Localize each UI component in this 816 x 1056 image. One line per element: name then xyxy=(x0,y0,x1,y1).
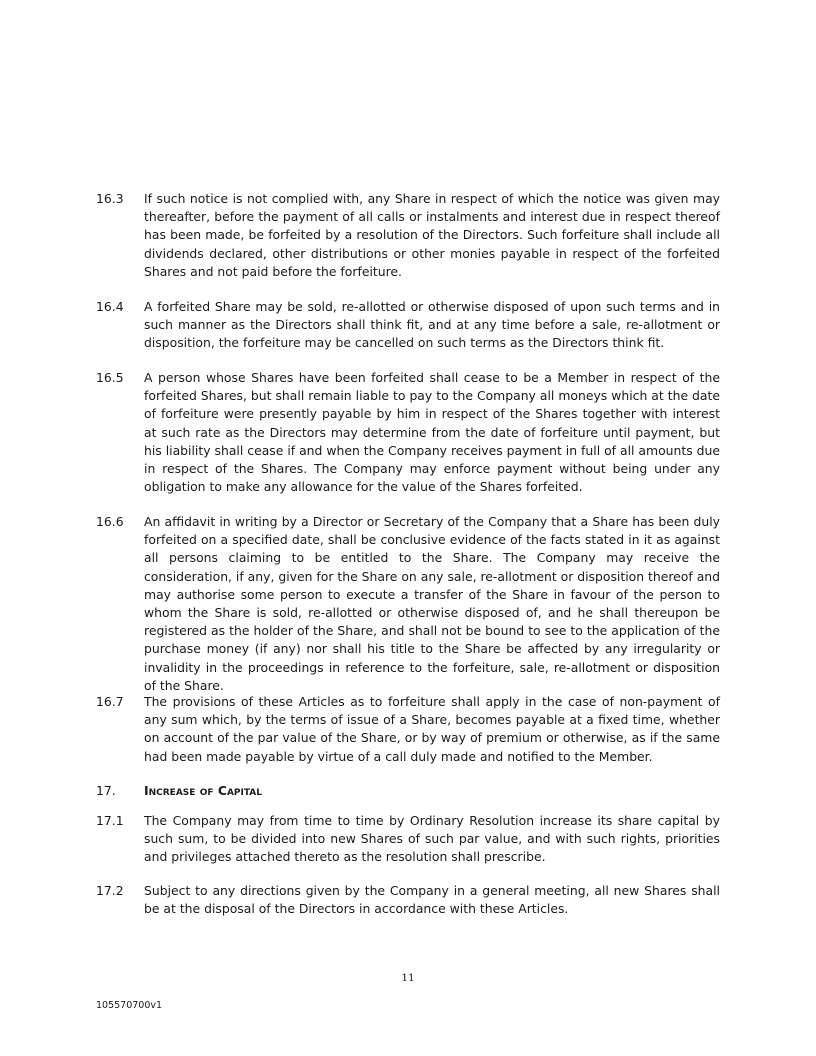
clause-number: 17.1 xyxy=(96,813,124,828)
clause-number: 16.3 xyxy=(96,191,124,206)
clause-text: A person whose Shares have been forfeited shall cease to be a Member in respect of the forfeited Shares, but shall remain liable to pay to the Company all moneys which at the date of forfeiture were presently payable by him in respect of the Shares together with interest at such rate as the Directors may determine from the date of forfeiture until payment, but his liability shall cease if and when the Company receives payment in full of all amounts due in respect of the Shares. The Company may enforce payment without being under any obligation to make any allowance for the value of the Shares forfeited. xyxy=(144,370,720,495)
clause-number: 17.2 xyxy=(96,883,124,898)
clause-number: 16.7 xyxy=(96,694,124,709)
clause-number: 16.5 xyxy=(96,370,124,385)
clause-number: 16.6 xyxy=(96,514,124,529)
clause-16-3 xyxy=(96,190,720,281)
clause-text: A forfeited Share may be sold, re-allotted or otherwise disposed of upon such terms and in such manner as the Directors shall think fit, and at any time before a sale, re-allotment or disposition, the forfeiture may be cancelled on such terms as the Directors think fit. xyxy=(144,299,720,351)
document-reference: 105570700v1 xyxy=(96,1000,163,1011)
clause-17-2 xyxy=(96,882,720,918)
clause-number: 16.4 xyxy=(96,299,124,314)
clause-16-5 xyxy=(96,369,720,496)
clause-text: An affidavit in writing by a Director or Secretary of the Company that a Share has been duly forfeited on a specified date, shall be conclusive evidence of the facts stated in it as against all persons claiming to be entitled to the Share. The Company may receive the consideration, if any, given for the Share on any sale, re-allotment or disposition thereof and may authorise some person to execute a transfer of the Share in favour of the person to whom the Share is sold, re-allotted or otherwise disposed of, and he shall thereupon be registered as the holder of the Share, and shall not be bound to see to the application of the purchase money (if any) nor shall his title to the Share be affected by any irregularity or invalidity in the proceedings in reference to the forfeiture, sale, re-allotment or disposition of the Share. xyxy=(144,514,720,693)
clause-text: The provisions of these Articles as to forfeiture shall apply in the case of non-payment of any sum which, by the terms of issue of a Share, becomes payable at a fixed time, whether on account of the par value of the Share, or by way of premium or otherwise, as if the same had been made payable by virtue of a call duly made and notified to the Member. xyxy=(144,694,720,764)
clause-text: The Company may from time to time by Ordinary Resolution increase its share capital by such sum, to be divided into new Shares of such par value, and with such rights, priorities and privileges attached thereto as the resolution shall prescribe. xyxy=(144,813,720,865)
clause-text: If such notice is not complied with, any Share in respect of which the notice was given may thereafter, before the payment of all calls or instalments and interest due in respect thereof has been made, be forfeited by a resolution of the Directors. Such forfeiture shall include all dividends declared, other distributions or other monies payable in respect of the forfeited Shares and not paid before the forfeiture. xyxy=(144,191,720,279)
clause-17-1 xyxy=(96,812,720,867)
section-number: 17. xyxy=(96,783,116,798)
clause-16-7 xyxy=(96,693,720,766)
clause-16-4 xyxy=(96,298,720,353)
clause-text: Subject to any directions given by the Company in a general meeting, all new Shares shall be at the disposal of the Directors in accordance with these Articles. xyxy=(144,883,720,917)
page-number: 11 xyxy=(401,972,415,984)
section-heading xyxy=(96,782,720,800)
clause-16-6 xyxy=(96,513,720,695)
section-title: Increase of Capital xyxy=(144,783,262,798)
